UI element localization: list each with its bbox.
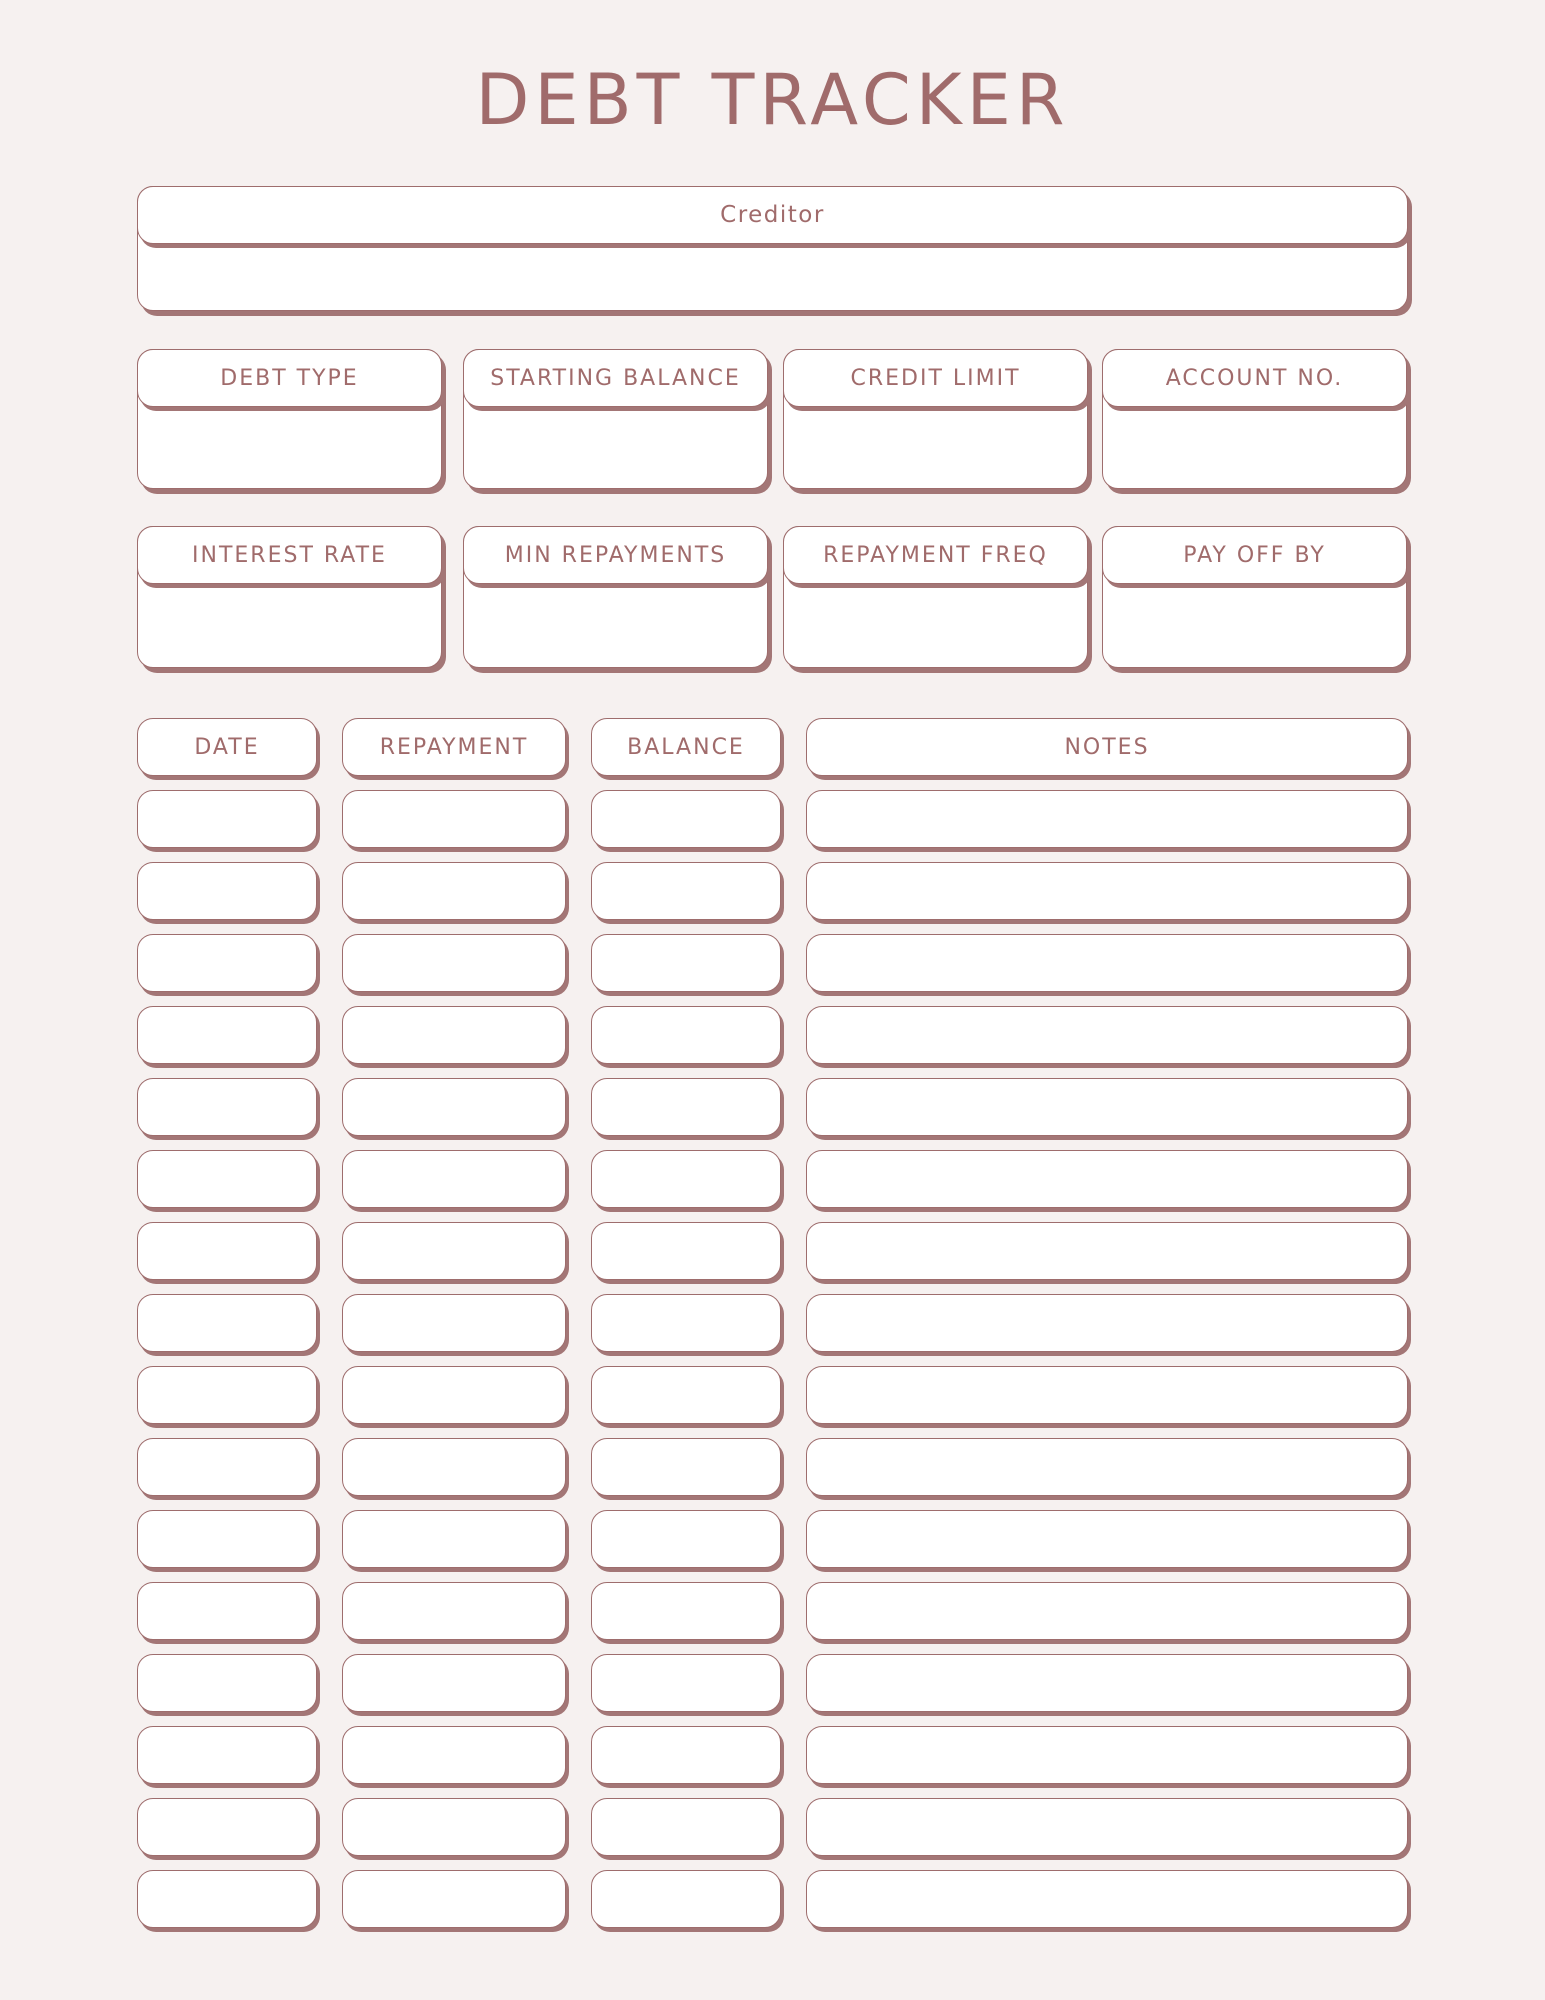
table-cell-date[interactable] (137, 1654, 317, 1712)
table-cell-notes[interactable] (806, 1798, 1408, 1856)
table-cell-balance[interactable] (591, 1438, 781, 1496)
table-cell-balance[interactable] (591, 1798, 781, 1856)
table-cell-balance[interactable] (591, 1510, 781, 1568)
table-cell-balance[interactable] (591, 1078, 781, 1136)
table-cell-notes[interactable] (806, 1150, 1408, 1208)
table-cell-notes[interactable] (806, 1870, 1408, 1928)
table-cell-date[interactable] (137, 934, 317, 992)
table-cell-date[interactable] (137, 1510, 317, 1568)
table-cell-notes[interactable] (806, 1510, 1408, 1568)
table-cell-repayment[interactable] (342, 1510, 566, 1568)
table-cell-notes[interactable] (806, 934, 1408, 992)
table-cell-date[interactable] (137, 862, 317, 920)
table-cell-balance[interactable] (591, 1006, 781, 1064)
table-cell-balance[interactable] (591, 934, 781, 992)
table-cell-date[interactable] (137, 1726, 317, 1784)
debt-type-label: DEBT TYPE (137, 349, 442, 407)
table-cell-date[interactable] (137, 1150, 317, 1208)
table-cell-repayment[interactable] (342, 1366, 566, 1424)
column-header-balance: BALANCE (591, 718, 781, 776)
table-cell-repayment[interactable] (342, 1078, 566, 1136)
table-cell-repayment[interactable] (342, 1798, 566, 1856)
table-cell-repayment[interactable] (342, 1438, 566, 1496)
interest-rate-label: INTEREST RATE (137, 526, 442, 584)
table-cell-notes[interactable] (806, 1078, 1408, 1136)
table-cell-notes[interactable] (806, 1222, 1408, 1280)
table-cell-repayment[interactable] (342, 1222, 566, 1280)
table-cell-notes[interactable] (806, 1294, 1408, 1352)
table-cell-balance[interactable] (591, 1366, 781, 1424)
table-cell-repayment[interactable] (342, 1006, 566, 1064)
column-header-repayment: REPAYMENT (342, 718, 566, 776)
pay-off-by-label: PAY OFF BY (1102, 526, 1407, 584)
column-header-notes: NOTES (806, 718, 1408, 776)
table-cell-notes[interactable] (806, 1654, 1408, 1712)
table-cell-notes[interactable] (806, 1006, 1408, 1064)
table-cell-notes[interactable] (806, 1366, 1408, 1424)
table-cell-date[interactable] (137, 1222, 317, 1280)
table-cell-notes[interactable] (806, 862, 1408, 920)
table-cell-date[interactable] (137, 1366, 317, 1424)
table-cell-balance[interactable] (591, 1654, 781, 1712)
repayment-freq-label: REPAYMENT FREQ (783, 526, 1088, 584)
table-cell-notes[interactable] (806, 1438, 1408, 1496)
table-cell-balance[interactable] (591, 1222, 781, 1280)
table-cell-repayment[interactable] (342, 1294, 566, 1352)
page-title: DEBT TRACKER (475, 59, 1070, 141)
creditor-label: Creditor (137, 186, 1408, 244)
table-cell-date[interactable] (137, 1078, 317, 1136)
table-cell-balance[interactable] (591, 1726, 781, 1784)
table-cell-balance[interactable] (591, 1582, 781, 1640)
table-cell-balance[interactable] (591, 1870, 781, 1928)
table-cell-balance[interactable] (591, 1294, 781, 1352)
table-cell-repayment[interactable] (342, 790, 566, 848)
credit-limit-label: CREDIT LIMIT (783, 349, 1088, 407)
table-cell-repayment[interactable] (342, 1582, 566, 1640)
table-cell-balance[interactable] (591, 862, 781, 920)
table-cell-notes[interactable] (806, 1726, 1408, 1784)
table-cell-repayment[interactable] (342, 862, 566, 920)
table-cell-date[interactable] (137, 790, 317, 848)
table-cell-date[interactable] (137, 1798, 317, 1856)
table-cell-date[interactable] (137, 1438, 317, 1496)
table-cell-repayment[interactable] (342, 1654, 566, 1712)
column-header-date: DATE (137, 718, 317, 776)
min-repayments-label: MIN REPAYMENTS (463, 526, 768, 584)
starting-balance-label: STARTING BALANCE (463, 349, 768, 407)
table-cell-balance[interactable] (591, 1150, 781, 1208)
table-cell-date[interactable] (137, 1582, 317, 1640)
table-cell-repayment[interactable] (342, 1870, 566, 1928)
table-cell-repayment[interactable] (342, 1150, 566, 1208)
table-cell-repayment[interactable] (342, 1726, 566, 1784)
account-no-label: ACCOUNT NO. (1102, 349, 1407, 407)
table-cell-notes[interactable] (806, 790, 1408, 848)
table-cell-date[interactable] (137, 1294, 317, 1352)
table-cell-date[interactable] (137, 1006, 317, 1064)
table-cell-repayment[interactable] (342, 934, 566, 992)
table-cell-notes[interactable] (806, 1582, 1408, 1640)
table-cell-balance[interactable] (591, 790, 781, 848)
table-cell-date[interactable] (137, 1870, 317, 1928)
